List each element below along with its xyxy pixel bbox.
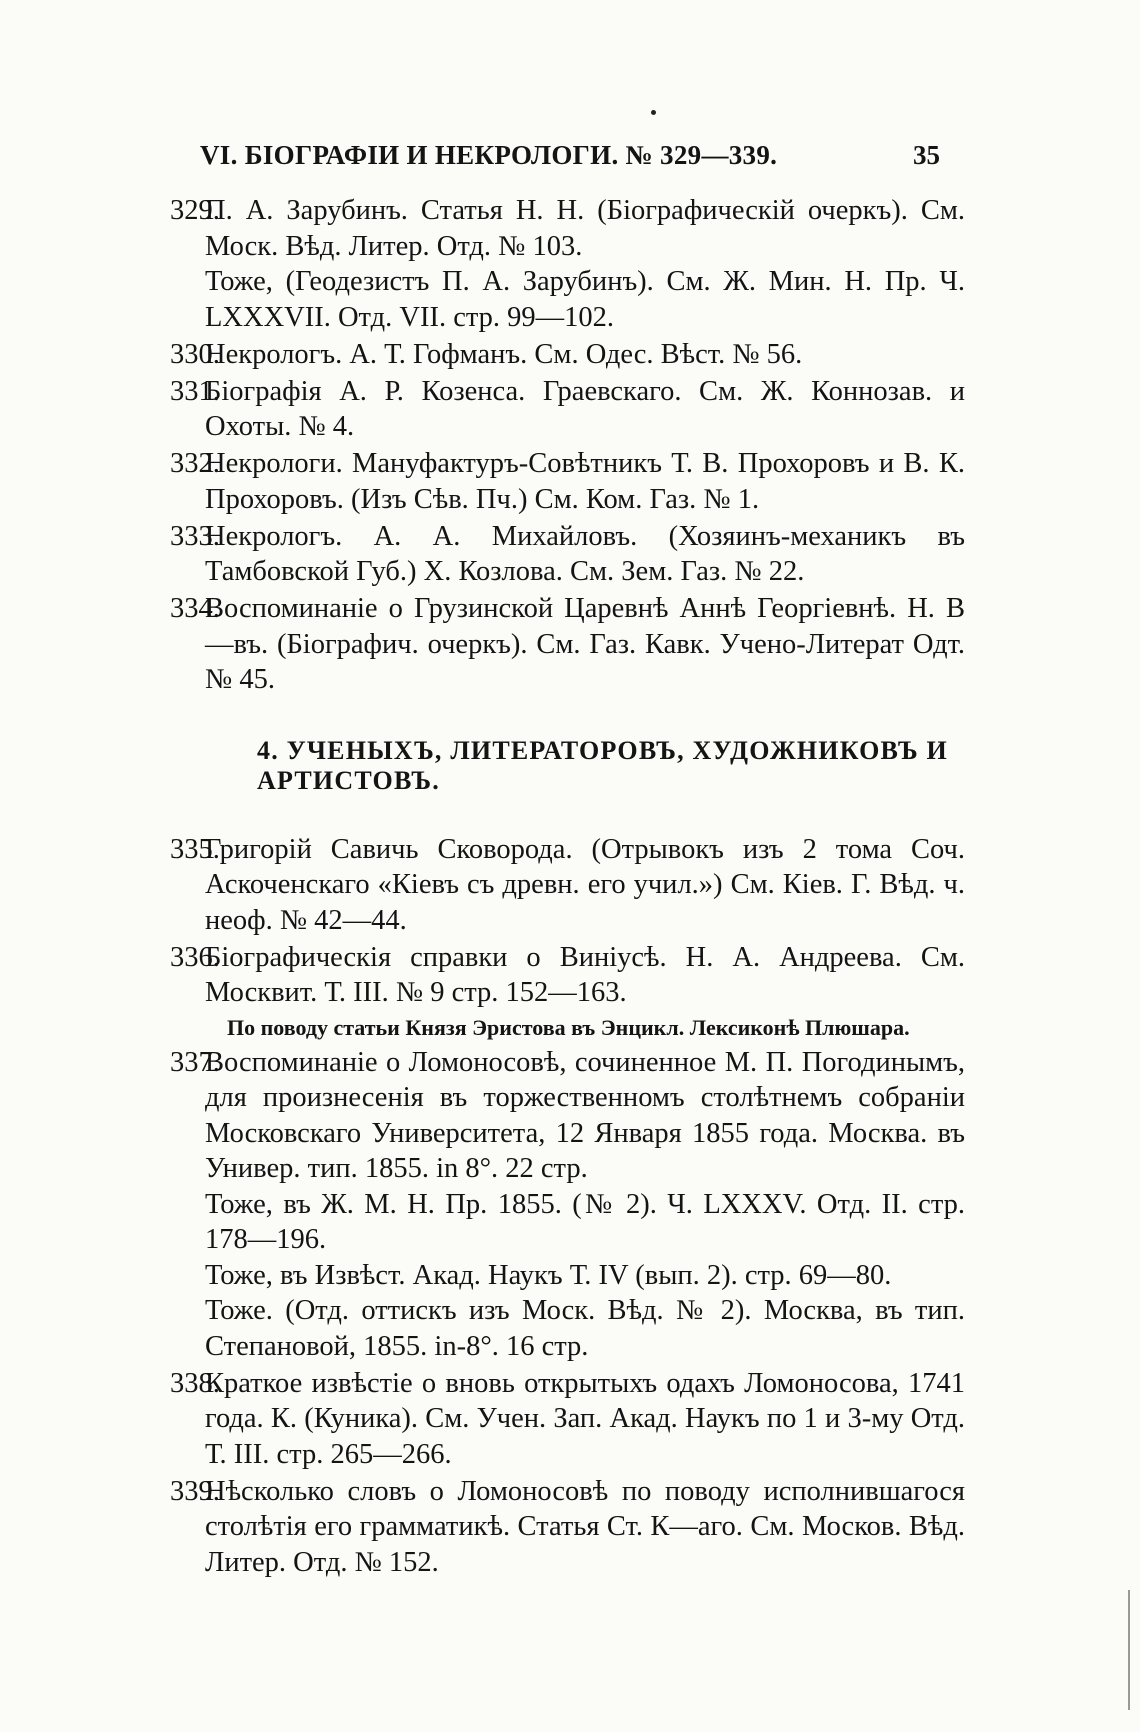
- bibliography-entry: [172, 940, 965, 1011]
- entry-note: По поводу статьи Князя Эристова въ Энцикл. Лексиконѣ Плюшара.: [227, 1014, 910, 1040]
- entry-text: Некрологъ. А. А. Михайловъ. (Хозяинъ-механикъ въ Тамбовской Губ.) Х. Козлова. См. Зем. Газ. № 22.: [205, 520, 965, 587]
- entry-text: Нѣсколько словъ о Ломоносовѣ по поводу исполнившагося столѣтія его грамматикѣ. Статья Ст. К—аго. См. Москов. Вѣд. Литер. Отд. № 152.: [205, 1475, 965, 1578]
- bibliography-entry: [172, 1474, 965, 1581]
- entry-number: 332.: [170, 448, 220, 479]
- entry-text: Тоже, въ Ж. М. Н. Пр. 1855. (№ 2). Ч. LXXXV. Отд. II. стр. 178—196.: [205, 1188, 965, 1255]
- running-header: [200, 140, 940, 176]
- bibliography-entry: [172, 446, 965, 517]
- entry-number: 339.: [170, 1475, 220, 1507]
- bibliography-entry: [172, 519, 965, 590]
- entry-text: Григорій Савичь Сковорода. (Отрывокъ изъ 2 тома Соч. Аскоченскаго «Кіевъ съ древн. его учил.») См. Кіев. Г. Вѣд. ч. неоф. № 42—44.: [205, 833, 965, 936]
- entry-text: Тоже. (Отд. оттискъ изъ Моск. Вѣд. № 2). Москва, въ тип. Степановой, 1855. in-8°. 16 стр.: [205, 1295, 965, 1362]
- entry-number: 338.: [170, 1367, 220, 1399]
- bibliography-entry: [172, 374, 965, 445]
- entry-number: 334.: [170, 593, 220, 624]
- entry-text: П. А. Зарубинъ. Статья Н. Н. (Біографическій очеркъ). См. Моск. Вѣд. Литер. Отд. № 103.: [205, 195, 965, 262]
- entry-number: 336.: [170, 941, 220, 973]
- entry-text: Тоже, (Геодезистъ П. А. Зарубинъ). См. Ж. Мин. Н. Пр. Ч. LXXXVII. Отд. VII. стр. 99—102.: [205, 266, 965, 333]
- bibliography-entry: [172, 1045, 965, 1365]
- bibliography-entry: [172, 193, 965, 335]
- entry-text: Біографія А. Р. Козенса. Граевскаго. См. Ж. Коннозав. и Охоты. № 4.: [205, 375, 965, 442]
- page-number: 35: [913, 140, 940, 170]
- bibliography-entry: [172, 591, 965, 698]
- bibliography-entry: [172, 1366, 965, 1473]
- entry-number: 335.: [170, 833, 220, 865]
- entry-number: 337.: [170, 1046, 220, 1078]
- bibliography-entry: [172, 337, 965, 373]
- entry-text: Краткое извѣстіе о вновь открытыхъ одахъ Ломоносова, 1741 года. К. (Куника). См. Учен. Зап. Акад. Наукъ по 1 и 3-му Отд. Т. III. стр. 265—266.: [205, 1367, 965, 1470]
- entry-text: Некрологи. Мануфактуръ-Совѣтникъ Т. В. Прохоровъ и В. К. Прохоровъ. (Изъ Сѣв. Пч.) См. Ком. Газ. № 1.: [205, 448, 965, 515]
- bibliography-entry: [172, 832, 965, 939]
- page-edge-mark: [1128, 1590, 1130, 1710]
- entry-text: Тоже, въ Извѣст. Акад. Наукъ Т. IV (вып. 2). стр. 69—80.: [205, 1259, 892, 1291]
- entry-text: Біографическія справки о Виніусѣ. Н. А. Андреева. См. Москвит. Т. III. № 9 стр. 152—163.: [205, 941, 965, 1008]
- entry-number: 330.: [170, 338, 220, 370]
- section-heading: 4. УЧЕНЫХЪ, ЛИТЕРАТОРОВЪ, ХУДОЖНИКОВЪ И АРТИСТОВЪ.: [257, 735, 948, 795]
- ink-speck: [651, 110, 656, 115]
- entry-number: 333.: [170, 520, 220, 552]
- entry-text: Воспоминаніе о Грузинской Царевнѣ Аннѣ Георгіевнѣ. Н. В—въ. (Біографич. очеркъ). См. Газ. Кавк. Учено-Литерат Одт. № 45.: [205, 593, 965, 695]
- header-title: VI. БІОГРАФІИ И НЕКРОЛОГИ. № 329—339.: [200, 140, 778, 170]
- bibliography-list: [172, 193, 965, 1582]
- entry-number: 331.: [170, 375, 220, 407]
- entry-text: Некрологъ. А. Т. Гофманъ. См. Одес. Вѣст. № 56.: [205, 338, 803, 370]
- entry-text: Воспоминаніе о Ломоносовѣ, сочиненное М. П. Погодинымъ, для произнесенія въ торжественномъ столѣтнемъ собраніи Московскаго Университета, 12 Января 1855 года. Москва. въ Универ. тип. 1855. in 8°. 22 стр.: [205, 1046, 965, 1184]
- entry-number: 329.: [170, 195, 220, 226]
